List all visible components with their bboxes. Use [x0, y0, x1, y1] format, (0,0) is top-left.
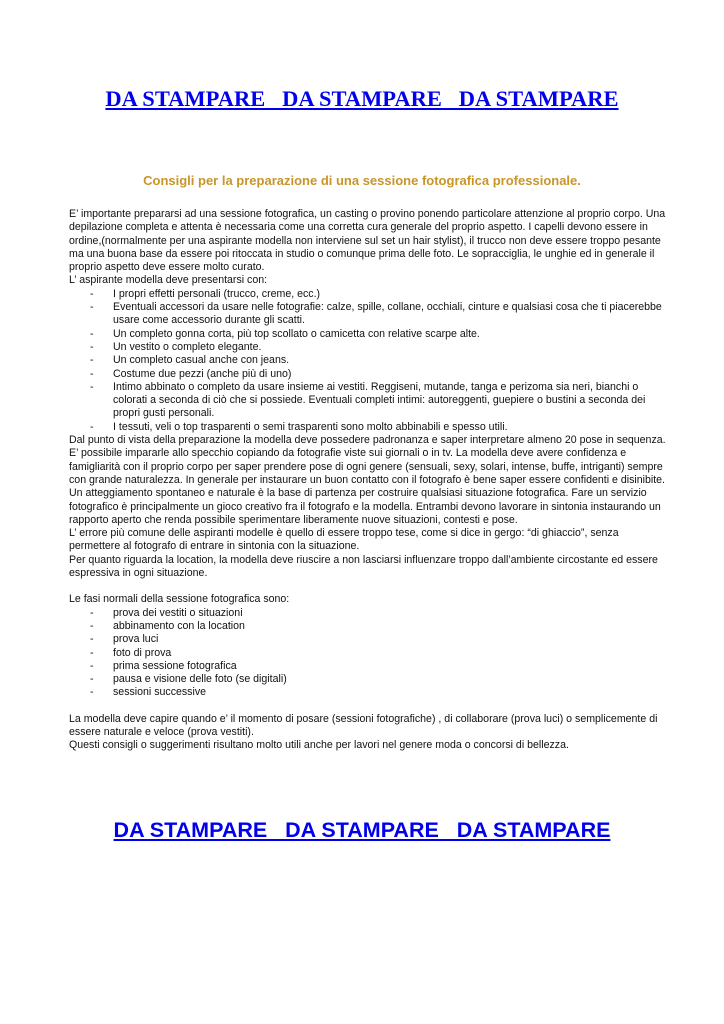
spacer [69, 700, 669, 713]
common-error-paragraph: L’ errore più comune delle aspiranti modelle è quello di essere troppo tese, come si dice in gergo: “di ghiaccio”, senza permettere al fotografo di entrare in sintonia con la situazione. [69, 527, 619, 553]
bullet-dash: - [90, 301, 94, 314]
bullet-dash: - [90, 327, 94, 340]
bullet-dash: - [90, 367, 94, 380]
list-item [69, 647, 669, 660]
list-item [69, 686, 669, 699]
items-list [69, 288, 669, 434]
list-item-text: Un vestito o completo elegante. [113, 340, 262, 353]
list2-intro: Le fasi normali della sessione fotografica sono: [69, 593, 290, 606]
list-item [69, 328, 669, 341]
bullet-dash: - [90, 340, 94, 353]
bullet-dash: - [90, 646, 94, 659]
posing-paragraph: La modella deve capire quando e’ il momento di posare (sessioni fotografiche) , di collaborare (prova luci) o semplicemente di essere naturale e veloce (prova vestiti). [69, 712, 658, 738]
bullet-dash: - [90, 633, 94, 646]
list-item [69, 301, 669, 328]
list-item-text: I tessuti, veli o top trasparenti o semi trasparenti sono molto abbinabili e spesso utili. [113, 420, 508, 433]
bullet-dash: - [90, 673, 94, 686]
list-item [69, 607, 669, 620]
list-item [69, 673, 669, 686]
location-paragraph: Per quanto riguarda la location, la modella deve riuscire a non lasciarsi influenzare troppo dall’ambiente circostante ed essere espressiva in ogni situazione. [69, 553, 658, 580]
list-item [69, 633, 669, 646]
list-item [69, 288, 669, 301]
bullet-dash: - [90, 659, 94, 672]
list-item-text: Intimo abbinato o completo da usare insieme ai vestiti. Reggiseni, mutande, tanga e perizoma sia neri, bianchi o colorati a seconda di ciò che si possiede. Eventuali completi intimi: autoreggenti, guepiere o bustini a seconda dei propri gusti personali. [113, 380, 646, 420]
list-item [69, 368, 669, 381]
document-heading: Consigli per la preparazione di una sessione fotografica professionale. [143, 173, 581, 188]
list-item-text: Un completo gonna corta, più top scollato o camicetta con relative scarpe alte. [113, 327, 480, 340]
list-item-text: prova luci [113, 633, 159, 646]
list-item [69, 381, 669, 421]
list-item-text: prova dei vestiti o situazioni [113, 606, 243, 619]
bullet-dash: - [90, 354, 94, 367]
closing-paragraph: Questi consigli o suggerimenti risultano molto utili anche per lavori nel genere moda o concorsi di bellezza. [69, 739, 569, 752]
list1-intro: L’ aspirante modella deve presentarsi con: [69, 274, 268, 287]
list-item [69, 421, 669, 434]
list-item-text: foto di prova [113, 646, 172, 659]
phases-list [69, 607, 669, 700]
list-item-text: Un completo casual anche con jeans. [113, 354, 290, 367]
document-body [69, 208, 669, 753]
list-item [69, 660, 669, 673]
list-item [69, 341, 669, 354]
list-item [69, 620, 669, 633]
print-link-bottom[interactable]: DA STAMPARE DA STAMPARE DA STAMPARE [113, 818, 611, 842]
print-link-top[interactable]: DA STAMPARE DA STAMPARE DA STAMPARE [105, 86, 619, 111]
list-item-text: Costume due pezzi (anche più di uno) [113, 367, 292, 380]
bullet-dash: - [90, 619, 94, 632]
bullet-dash: - [90, 420, 94, 433]
list-item-text: Eventuali accessori da usare nelle fotografie: calze, spille, collane, occhiali, cinture e qualsiasi cosa che ti piacerebbe usare come accessorio durante gli scatti. [113, 301, 662, 327]
list-item [69, 354, 669, 367]
list-item-text: pausa e visione delle foto (se digitali) [113, 673, 287, 686]
list-item-text: prima sessione fotografica [113, 659, 237, 672]
preparation-paragraph: Dal punto di vista della preparazione la modella deve possedere padronanza e saper interpretare almeno 20 pose in sequenza. E’ possibile impararle allo specchio copiando da fotografie viste sui giornali o in tv. La modella deve avere confidenza e famigliarità con il proprio corpo per saper prendere pose di ogni genere (sensuali, sexy, solari, intense, buffe, intriganti) sempre con grande naturalezza. In generale per instaurare un buon contatto con il fotografo è bene saper essere confidenti e disinibite. Un atteggiamento spontaneo e naturale è la base di partenza per costruire qualsiasi situazione fotografica. Fare un servizio fotografico è principalmente un gioco creativo fra il fotografo e la modella. Entrambi devono lavorare in sintonia instaurando un rapporto aperto che renda possibile sperimentare liberamente nuove situazioni, contesti e pose. [69, 434, 666, 526]
bullet-dash: - [90, 686, 94, 699]
bullet-dash: - [90, 606, 94, 619]
list-item-text: I propri effetti personali (trucco, creme, ecc.) [113, 287, 321, 300]
bullet-dash: - [90, 287, 94, 300]
list-item-text: abbinamento con la location [113, 619, 245, 632]
spacer [69, 580, 669, 593]
list-item-text: sessioni successive [113, 686, 207, 699]
bullet-dash: - [90, 380, 94, 393]
intro-paragraph: E’ importante prepararsi ad una sessione fotografica, un casting o provino ponendo particolare attenzione al proprio corpo. Una depilazione completa e attenta è necessaria come una corretta cura generale del proprio aspetto. I capelli devono essere in ordine,(normalmente per una aspirante modella non interviene sul set un hair stylist), il trucco non deve essere troppo pesante ma una buona base da essere poi ritoccata in studio o comunque prima delle foto. Le sopracciglia, le unghie ed in generale il proprio aspetto deve essere molto curato. [69, 208, 666, 274]
